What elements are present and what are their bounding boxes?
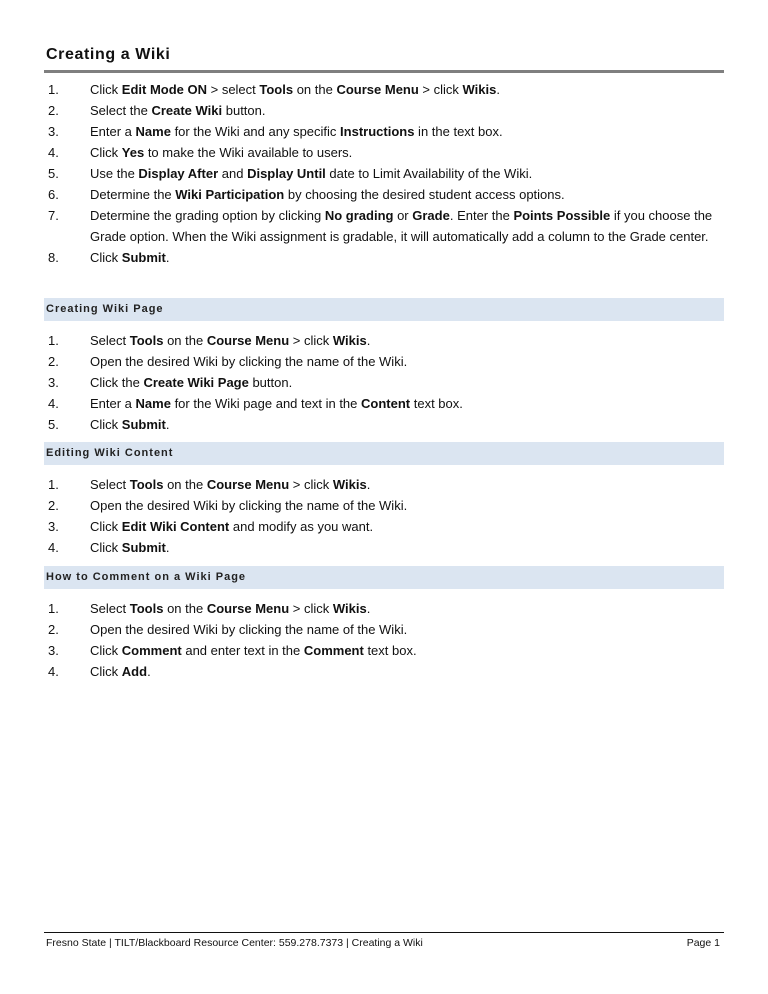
step-number: 7.: [48, 208, 59, 223]
step-fragment: on the: [163, 601, 207, 616]
step-item: [44, 163, 724, 184]
step-item: [44, 351, 724, 372]
step-text: [90, 79, 724, 100]
step-text: [90, 184, 724, 205]
step-fragment: and: [218, 166, 248, 181]
footer-text: Fresno State | TILT/Blackboard Resource Center: 559.278.7373 | Creating a Wiki: [46, 937, 423, 949]
step-number: 2.: [48, 103, 59, 118]
step-fragment: Open the desired Wiki by clicking the name of the Wiki.: [90, 354, 408, 369]
step-fragment: to make the Wiki available to users.: [144, 145, 353, 160]
step-text: [90, 640, 724, 661]
step-term: Wikis: [332, 601, 367, 616]
step-fragment: and enter text in the: [181, 643, 304, 658]
step-number: 1.: [48, 333, 59, 348]
step-fragment: Click: [90, 643, 122, 658]
step-term: No grading: [324, 208, 394, 223]
step-number: 5.: [48, 166, 59, 181]
step-fragment: Open the desired Wiki by clicking the name of the Wiki.: [90, 622, 408, 637]
step-item: [44, 661, 724, 682]
step-fragment: Determine the: [90, 187, 176, 202]
step-term: Tools: [129, 601, 164, 616]
step-fragment: Select: [90, 477, 130, 492]
step-term: Create Wiki: [151, 103, 223, 118]
step-text: [90, 247, 724, 268]
title-divider: [44, 70, 724, 73]
step-item: [44, 414, 724, 435]
step-fragment: .: [366, 477, 371, 492]
step-text: [90, 100, 724, 121]
step-fragment: Select: [90, 601, 130, 616]
step-fragment: in the text box.: [414, 124, 503, 139]
step-fragment: .: [147, 664, 151, 679]
step-text: [90, 495, 724, 516]
step-term: Wikis: [332, 477, 367, 492]
step-text: [90, 205, 724, 247]
step-fragment: Click the: [90, 375, 144, 390]
step-fragment: .: [165, 417, 170, 432]
step-term: Tools: [129, 333, 164, 348]
footer-divider: [44, 932, 724, 933]
step-term: Points Possible: [513, 208, 611, 223]
step-number: 1.: [48, 601, 59, 616]
step-fragment: Enter a: [90, 396, 136, 411]
step-number: 4.: [48, 396, 59, 411]
step-term: Tools: [129, 477, 164, 492]
step-fragment: Click: [90, 664, 122, 679]
step-fragment: Click: [90, 519, 122, 534]
step-fragment: . Enter the: [449, 208, 514, 223]
step-number: 4.: [48, 540, 59, 555]
step-term: Course Menu: [336, 82, 419, 97]
step-term: Wiki Participation: [175, 187, 285, 202]
steps-list-creating-wiki-page: [44, 330, 724, 435]
step-item: [44, 121, 724, 142]
step-text: [90, 351, 724, 372]
step-term: Create Wiki Page: [143, 375, 249, 390]
step-fragment: Click: [90, 540, 122, 555]
step-term: Content: [361, 396, 411, 411]
step-fragment: Determine the grading option by clicking: [90, 208, 325, 223]
step-term: Wikis: [332, 333, 367, 348]
step-number: 4.: [48, 145, 59, 160]
step-number: 3.: [48, 519, 59, 534]
step-fragment: Use the: [90, 166, 139, 181]
step-fragment: button.: [248, 375, 293, 390]
step-text: [90, 516, 724, 537]
step-fragment: > click: [289, 477, 333, 492]
step-term: Submit: [121, 417, 166, 432]
step-number: 3.: [48, 375, 59, 390]
step-number: 1.: [48, 477, 59, 492]
step-text: [90, 372, 724, 393]
step-text: [90, 142, 724, 163]
step-number: 1.: [48, 82, 59, 97]
step-text: [90, 619, 724, 640]
section-heading-editing-wiki-content: Editing Wiki Content: [44, 442, 724, 465]
step-fragment: > click: [289, 333, 333, 348]
step-item: [44, 640, 724, 661]
step-term: Course Menu: [206, 333, 290, 348]
step-term: Display Until: [247, 166, 326, 181]
step-fragment: Click: [90, 82, 122, 97]
step-fragment: Enter a: [90, 124, 136, 139]
step-number: 2.: [48, 622, 59, 637]
step-term: Wikis: [462, 82, 497, 97]
step-term: Grade: [412, 208, 450, 223]
step-fragment: text box.: [410, 396, 463, 411]
step-text: [90, 330, 724, 351]
step-number: 3.: [48, 643, 59, 658]
step-fragment: if you choose the Grade option. When the Wiki assignment is gradable, it will automatically add a column to the Grade center.: [90, 208, 713, 244]
steps-list-creating-wiki: [44, 79, 724, 268]
step-fragment: .: [366, 333, 371, 348]
step-fragment: .: [165, 540, 170, 555]
step-fragment: > click: [418, 82, 463, 97]
step-text: [90, 661, 724, 682]
step-term: Tools: [259, 82, 294, 97]
step-item: [44, 142, 724, 163]
step-fragment: by choosing the desired student access options.: [284, 187, 565, 202]
step-term: Instructions: [340, 124, 415, 139]
step-item: [44, 516, 724, 537]
step-item: [44, 619, 724, 640]
step-fragment: .: [165, 250, 170, 265]
step-item: [44, 330, 724, 351]
step-item: [44, 372, 724, 393]
step-number: 8.: [48, 250, 59, 265]
step-term: Name: [135, 124, 171, 139]
step-fragment: button.: [222, 103, 266, 118]
step-text: [90, 598, 724, 619]
step-number: 2.: [48, 354, 59, 369]
steps-list-editing-wiki-content: [44, 474, 724, 558]
step-term: Yes: [121, 145, 145, 160]
step-fragment: > click: [289, 601, 333, 616]
step-text: [90, 474, 724, 495]
step-item: [44, 100, 724, 121]
step-text: [90, 537, 724, 558]
step-item: [44, 393, 724, 414]
step-fragment: for the Wiki page and text in the: [170, 396, 362, 411]
step-fragment: date to Limit Availability of the Wiki.: [325, 166, 533, 181]
step-fragment: Click: [90, 145, 122, 160]
step-term: Edit Wiki Content: [121, 519, 230, 534]
step-item: [44, 537, 724, 558]
section-heading-creating-wiki-page: Creating Wiki Page: [44, 298, 724, 321]
page-number: Page 1: [686, 937, 720, 949]
step-term: Submit: [121, 540, 166, 555]
step-text: [90, 121, 724, 142]
step-text: [90, 393, 724, 414]
step-term: Display After: [138, 166, 219, 181]
step-fragment: on the: [293, 82, 337, 97]
step-fragment: and modify as you want.: [229, 519, 374, 534]
step-number: 2.: [48, 498, 59, 513]
step-term: Comment: [303, 643, 364, 658]
step-term: Course Menu: [206, 477, 290, 492]
step-term: Add: [121, 664, 148, 679]
step-term: Course Menu: [206, 601, 290, 616]
step-term: Name: [135, 396, 171, 411]
step-fragment: for the Wiki and any specific: [170, 124, 341, 139]
step-item: [44, 247, 724, 268]
step-text: [90, 414, 724, 435]
step-term: Submit: [121, 250, 166, 265]
step-number: 4.: [48, 664, 59, 679]
step-fragment: Click: [90, 417, 122, 432]
step-term: Comment: [121, 643, 182, 658]
section-heading-how-to-comment: How to Comment on a Wiki Page: [44, 566, 724, 589]
step-item: [44, 474, 724, 495]
step-fragment: Select: [90, 333, 130, 348]
step-fragment: text box.: [363, 643, 417, 658]
step-item: [44, 205, 724, 247]
steps-list-how-to-comment: [44, 598, 724, 682]
step-number: 6.: [48, 187, 59, 202]
step-number: 3.: [48, 124, 59, 139]
step-item: [44, 79, 724, 100]
step-fragment: Click: [90, 250, 122, 265]
step-number: 5.: [48, 417, 59, 432]
step-fragment: on the: [163, 477, 207, 492]
step-term: Edit Mode ON: [121, 82, 207, 97]
step-fragment: > select: [207, 82, 260, 97]
step-fragment: Open the desired Wiki by clicking the name of the Wiki.: [90, 498, 408, 513]
step-fragment: Select the: [90, 103, 152, 118]
step-item: [44, 184, 724, 205]
step-item: [44, 598, 724, 619]
step-fragment: on the: [163, 333, 207, 348]
step-fragment: .: [496, 82, 500, 97]
step-item: [44, 495, 724, 516]
document-title: Creating a Wiki: [46, 46, 171, 63]
step-fragment: or: [393, 208, 413, 223]
step-fragment: .: [366, 601, 371, 616]
step-text: [90, 163, 724, 184]
